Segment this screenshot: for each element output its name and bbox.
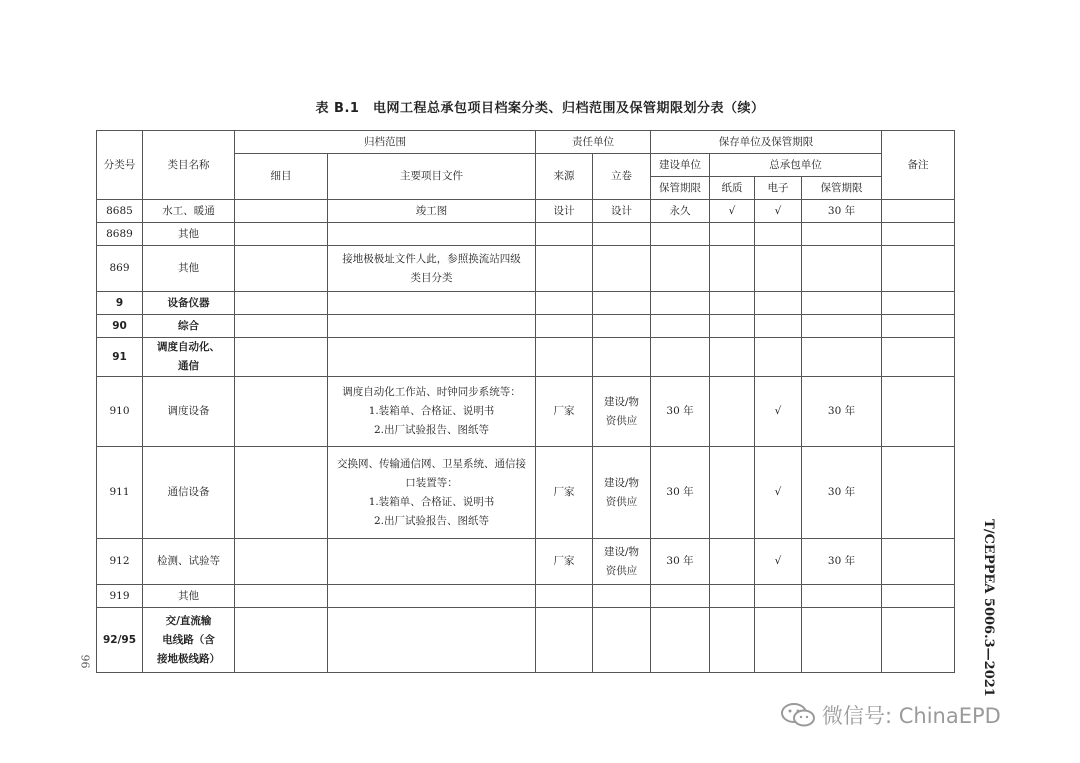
page-number: 96 bbox=[78, 654, 92, 669]
header-paper: 纸质 bbox=[710, 177, 755, 200]
row-docs bbox=[328, 292, 536, 315]
row-source bbox=[536, 246, 593, 292]
row-remark bbox=[882, 223, 955, 246]
row-period: 30 年 bbox=[802, 377, 882, 447]
row-code: 9 bbox=[97, 292, 143, 315]
header-retention: 保存单位及保管期限 bbox=[651, 131, 882, 154]
row-code: 92/95 bbox=[97, 608, 143, 673]
row-name: 其他 bbox=[143, 223, 235, 246]
table-title: 表 B.1 电网工程总承包项目档案分类、归档范围及保管期限划分表（续） bbox=[315, 101, 765, 116]
row-electronic bbox=[755, 585, 802, 608]
row-builder-period bbox=[651, 292, 710, 315]
row-paper bbox=[710, 585, 755, 608]
header-main-docs: 主要项目文件 bbox=[328, 154, 536, 200]
row-detail bbox=[235, 200, 328, 223]
row-filing: 建设/物 资供应 bbox=[593, 377, 651, 447]
row-filing bbox=[593, 223, 651, 246]
wechat-watermark bbox=[780, 700, 1001, 730]
header-source: 来源 bbox=[536, 154, 593, 200]
row-source: 厂家 bbox=[536, 377, 593, 447]
row-builder-period: 30 年 bbox=[651, 447, 710, 539]
row-filing: 建设/物 资供应 bbox=[593, 539, 651, 585]
row-period: 30 年 bbox=[802, 539, 882, 585]
row-source bbox=[536, 585, 593, 608]
row-code: 910 bbox=[97, 377, 143, 447]
header-contractor: 总承包单位 bbox=[710, 154, 882, 177]
row-paper bbox=[710, 447, 755, 539]
row-period bbox=[802, 608, 882, 673]
row-name: 其他 bbox=[143, 246, 235, 292]
row-detail bbox=[235, 246, 328, 292]
header-builder-period: 保管期限 bbox=[651, 177, 710, 200]
row-filing bbox=[593, 246, 651, 292]
row-docs bbox=[328, 539, 536, 585]
row-docs bbox=[328, 223, 536, 246]
row-filing: 设计 bbox=[593, 200, 651, 223]
row-remark bbox=[882, 292, 955, 315]
row-period: 30 年 bbox=[802, 447, 882, 539]
row-period bbox=[802, 223, 882, 246]
row-paper bbox=[710, 223, 755, 246]
row-remark bbox=[882, 200, 955, 223]
header-category: 类目名称 bbox=[143, 131, 235, 200]
row-builder-period bbox=[651, 338, 710, 377]
row-code: 912 bbox=[97, 539, 143, 585]
row-detail bbox=[235, 539, 328, 585]
watermark-text: 微信号: ChinaEPD bbox=[822, 704, 1001, 728]
header-electronic: 电子 bbox=[755, 177, 802, 200]
row-source bbox=[536, 608, 593, 673]
row-code: 869 bbox=[97, 246, 143, 292]
table-row bbox=[97, 377, 955, 447]
row-electronic: √ bbox=[755, 377, 802, 447]
header-scope: 归档范围 bbox=[235, 131, 536, 154]
table-row bbox=[97, 585, 955, 608]
row-remark bbox=[882, 315, 955, 338]
header-builder: 建设单位 bbox=[651, 154, 710, 177]
row-source: 设计 bbox=[536, 200, 593, 223]
row-detail bbox=[235, 292, 328, 315]
row-name: 调度自动化、 通信 bbox=[143, 338, 235, 377]
row-filing bbox=[593, 585, 651, 608]
row-docs bbox=[328, 608, 536, 673]
row-electronic: √ bbox=[755, 447, 802, 539]
row-electronic: √ bbox=[755, 200, 802, 223]
archive-table bbox=[96, 130, 955, 673]
row-filing: 建设/物 资供应 bbox=[593, 447, 651, 539]
row-code: 91 bbox=[97, 338, 143, 377]
row-builder-period bbox=[651, 223, 710, 246]
row-builder-period bbox=[651, 608, 710, 673]
row-name: 其他 bbox=[143, 585, 235, 608]
row-paper bbox=[710, 292, 755, 315]
row-period: 30 年 bbox=[802, 200, 882, 223]
table-row bbox=[97, 447, 955, 539]
row-paper bbox=[710, 246, 755, 292]
header-detail: 细目 bbox=[235, 154, 328, 200]
row-docs: 竣工图 bbox=[328, 200, 536, 223]
header-row-1 bbox=[97, 131, 955, 154]
row-source bbox=[536, 292, 593, 315]
row-paper bbox=[710, 315, 755, 338]
row-paper bbox=[710, 539, 755, 585]
row-period bbox=[802, 315, 882, 338]
wechat-icon bbox=[780, 702, 816, 728]
row-filing bbox=[593, 608, 651, 673]
row-period bbox=[802, 585, 882, 608]
row-code: 911 bbox=[97, 447, 143, 539]
row-period bbox=[802, 246, 882, 292]
row-builder-period bbox=[651, 246, 710, 292]
row-paper: √ bbox=[710, 200, 755, 223]
row-detail bbox=[235, 338, 328, 377]
row-detail bbox=[235, 608, 328, 673]
header-responsibility: 责任单位 bbox=[536, 131, 651, 154]
table-row bbox=[97, 315, 955, 338]
row-builder-period bbox=[651, 315, 710, 338]
row-code: 8689 bbox=[97, 223, 143, 246]
row-electronic: √ bbox=[755, 539, 802, 585]
row-source bbox=[536, 338, 593, 377]
row-detail bbox=[235, 315, 328, 338]
row-docs: 调度自动化工作站、时钟同步系统等： 1.装箱单、合格证、说明书 2.出厂试验报告、图纸等 bbox=[328, 377, 536, 447]
row-remark bbox=[882, 246, 955, 292]
row-source bbox=[536, 223, 593, 246]
row-docs bbox=[328, 585, 536, 608]
header-remarks: 备注 bbox=[882, 131, 955, 200]
row-filing bbox=[593, 338, 651, 377]
row-source: 厂家 bbox=[536, 447, 593, 539]
table-row bbox=[97, 292, 955, 315]
row-paper bbox=[710, 608, 755, 673]
row-name: 检测、试验等 bbox=[143, 539, 235, 585]
row-name: 设备仪器 bbox=[143, 292, 235, 315]
row-docs bbox=[328, 338, 536, 377]
row-builder-period bbox=[651, 585, 710, 608]
row-detail bbox=[235, 585, 328, 608]
row-source bbox=[536, 315, 593, 338]
header-contractor-period: 保管期限 bbox=[802, 177, 882, 200]
row-period bbox=[802, 338, 882, 377]
row-remark bbox=[882, 377, 955, 447]
table-row bbox=[97, 246, 955, 292]
row-electronic bbox=[755, 246, 802, 292]
row-remark bbox=[882, 539, 955, 585]
row-detail bbox=[235, 377, 328, 447]
table-row bbox=[97, 223, 955, 246]
row-builder-period: 30 年 bbox=[651, 539, 710, 585]
header-filing: 立卷 bbox=[593, 154, 651, 200]
row-filing bbox=[593, 315, 651, 338]
row-code: 919 bbox=[97, 585, 143, 608]
row-remark bbox=[882, 608, 955, 673]
row-detail bbox=[235, 223, 328, 246]
row-paper bbox=[710, 338, 755, 377]
row-filing bbox=[593, 292, 651, 315]
row-source: 厂家 bbox=[536, 539, 593, 585]
row-builder-period: 永久 bbox=[651, 200, 710, 223]
row-remark bbox=[882, 447, 955, 539]
row-name: 交/直流输 电线路（含 接地极线路） bbox=[143, 608, 235, 673]
row-paper bbox=[710, 377, 755, 447]
row-name: 通信设备 bbox=[143, 447, 235, 539]
row-docs: 接地极极址文件人此，参照换流站四级 类目分类 bbox=[328, 246, 536, 292]
standard-number: T/CEPPEA 5006.3—2021 bbox=[981, 519, 996, 697]
row-electronic bbox=[755, 608, 802, 673]
row-docs bbox=[328, 315, 536, 338]
row-code: 8685 bbox=[97, 200, 143, 223]
row-electronic bbox=[755, 292, 802, 315]
row-electronic bbox=[755, 338, 802, 377]
row-electronic bbox=[755, 223, 802, 246]
table-row bbox=[97, 539, 955, 585]
table-row bbox=[97, 200, 955, 223]
table-row bbox=[97, 338, 955, 377]
row-name: 调度设备 bbox=[143, 377, 235, 447]
row-period bbox=[802, 292, 882, 315]
row-name: 水工、暖通 bbox=[143, 200, 235, 223]
row-remark bbox=[882, 585, 955, 608]
row-remark bbox=[882, 338, 955, 377]
table-row bbox=[97, 608, 955, 673]
row-code: 90 bbox=[97, 315, 143, 338]
row-name: 综合 bbox=[143, 315, 235, 338]
header-code: 分类号 bbox=[97, 131, 143, 200]
row-builder-period: 30 年 bbox=[651, 377, 710, 447]
row-electronic bbox=[755, 315, 802, 338]
row-docs: 交换网、传输通信网、卫星系统、通信接 口装置等： 1.装箱单、合格证、说明书 2.出厂试验报告、图纸等 bbox=[328, 447, 536, 539]
row-detail bbox=[235, 447, 328, 539]
